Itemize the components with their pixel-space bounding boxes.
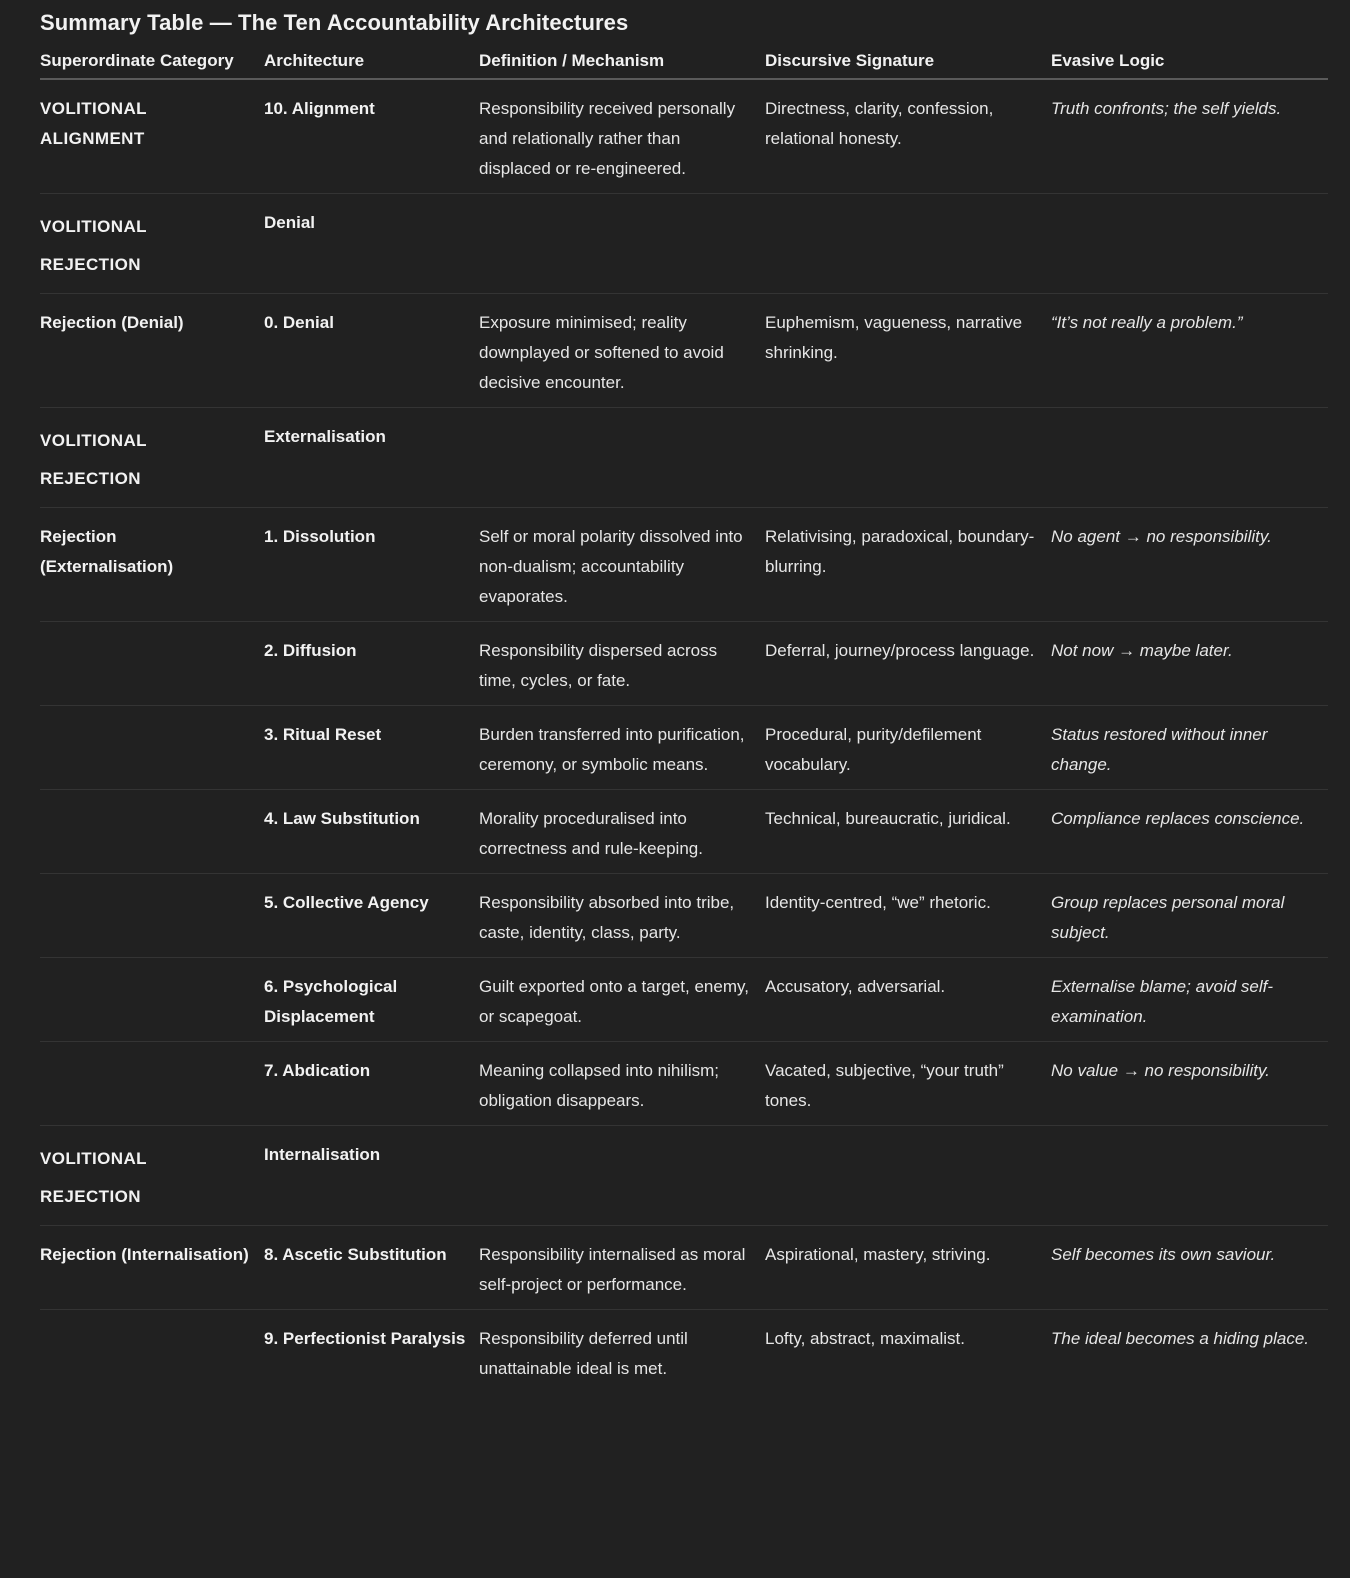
table-row bbox=[40, 1126, 1328, 1226]
table-row bbox=[40, 874, 1328, 958]
header-logic: Evasive Logic bbox=[1051, 52, 1328, 79]
definition-cell: Responsibility absorbed into tribe, caste, identity, class, party. bbox=[479, 874, 765, 958]
table-row bbox=[40, 790, 1328, 874]
table-header bbox=[40, 52, 1328, 79]
category-cell bbox=[40, 790, 264, 874]
table-row bbox=[40, 958, 1328, 1042]
definition-cell bbox=[479, 408, 765, 508]
signature-cell: Lofty, abstract, maximalist. bbox=[765, 1329, 965, 1348]
architecture-cell: 2. Diffusion bbox=[264, 622, 479, 706]
signature-cell: Deferral, journey/process language. bbox=[765, 622, 1051, 706]
architecture-cell: 0. Denial bbox=[264, 294, 479, 408]
definition-cell bbox=[479, 194, 765, 294]
category-cell: VOLITIONAL REJECTION bbox=[40, 1126, 264, 1226]
signature-cell: Accusatory, adversarial. bbox=[765, 958, 1051, 1042]
logic-cell: “It’s not really a problem.” bbox=[1051, 294, 1328, 408]
header-signature: Discursive Signature bbox=[765, 52, 1051, 79]
architecture-cell: Denial bbox=[264, 194, 479, 294]
category-cell bbox=[40, 706, 264, 790]
category-cell bbox=[40, 1310, 264, 1394]
architecture-cell: Internalisation bbox=[264, 1126, 479, 1226]
header-row bbox=[40, 52, 1328, 79]
logic-cell bbox=[1051, 408, 1328, 508]
logic-cell: Truth confronts; the self yields. bbox=[1051, 79, 1328, 194]
table-row bbox=[40, 408, 1328, 508]
signature-cell bbox=[765, 408, 1051, 508]
table-row bbox=[40, 79, 1328, 194]
logic-cell: Not now → maybe later. bbox=[1051, 622, 1328, 706]
architecture-cell: 7. Abdication bbox=[264, 1042, 479, 1126]
definition-cell: Meaning collapsed into nihilism; obligation disappears. bbox=[479, 1042, 765, 1126]
signature-cell: Identity-centred, “we” rhetoric. bbox=[765, 874, 1051, 958]
architecture-cell: 3. Ritual Reset bbox=[264, 706, 479, 790]
architecture-cell: 4. Law Substitution bbox=[264, 790, 479, 874]
category-cell bbox=[40, 874, 264, 958]
architecture-cell: Externalisation bbox=[264, 408, 479, 508]
architecture-cell: 8. Ascetic Substitution bbox=[264, 1226, 479, 1310]
logic-cell: The ideal becomes a hiding place. bbox=[1051, 1329, 1309, 1348]
table-row bbox=[40, 1042, 1328, 1126]
category-cell: Rejection (Internalisation) bbox=[40, 1226, 264, 1310]
category-cell bbox=[40, 1042, 264, 1126]
logic-cell bbox=[1051, 194, 1328, 294]
table-row bbox=[40, 1226, 1328, 1310]
definition-cell: Responsibility dispersed across time, cycles, or fate. bbox=[479, 622, 765, 706]
summary-table bbox=[40, 52, 1328, 1393]
signature-cell: Technical, bureaucratic, juridical. bbox=[765, 790, 1051, 874]
category-cell: VOLITIONAL REJECTION bbox=[40, 194, 264, 294]
signature-cell: Relativising, paradoxical, boundary-blurring. bbox=[765, 508, 1051, 622]
signature-cell: Directness, clarity, confession, relational honesty. bbox=[765, 79, 1051, 194]
logic-cell: No agent → no responsibility. bbox=[1051, 508, 1328, 622]
logic-cell: Externalise blame; avoid self-examination. bbox=[1051, 958, 1328, 1042]
table-row bbox=[40, 1310, 1328, 1394]
header-definition: Definition / Mechanism bbox=[479, 52, 765, 79]
signature-cell: Aspirational, mastery, striving. bbox=[765, 1226, 1051, 1310]
architecture-cell: 1. Dissolution bbox=[264, 508, 479, 622]
definition-cell: Responsibility internalised as moral self-project or performance. bbox=[479, 1226, 765, 1310]
page-title: Summary Table — The Ten Accountability Architectures bbox=[40, 10, 629, 35]
category-cell: VOLITIONAL REJECTION bbox=[40, 408, 264, 508]
definition-cell: Morality proceduralised into correctness and rule-keeping. bbox=[479, 790, 765, 874]
table-row bbox=[40, 194, 1328, 294]
definition-cell: Exposure minimised; reality downplayed or softened to avoid decisive encounter. bbox=[479, 294, 765, 408]
architecture-cell: 9. Perfectionist Paralysis bbox=[264, 1329, 466, 1348]
signature-cell: Procedural, purity/defilement vocabulary. bbox=[765, 706, 1051, 790]
logic-cell bbox=[1051, 1126, 1328, 1226]
category-cell: Rejection (Externalisation) bbox=[40, 508, 264, 622]
logic-cell: Compliance replaces conscience. bbox=[1051, 790, 1328, 874]
header-category: Superordinate Category bbox=[40, 52, 264, 79]
architecture-cell: 5. Collective Agency bbox=[264, 874, 479, 958]
category-cell: VOLITIONAL ALIGNMENT bbox=[40, 79, 264, 194]
logic-cell: Self becomes its own saviour. bbox=[1051, 1226, 1328, 1310]
logic-cell: Status restored without inner change. bbox=[1051, 706, 1328, 790]
definition-cell bbox=[479, 1126, 765, 1226]
category-cell bbox=[40, 958, 264, 1042]
definition-cell: Self or moral polarity dissolved into non-dualism; accountability evaporates. bbox=[479, 508, 765, 622]
definition-cell: Responsibility received personally and relationally rather than displaced or re-engineered. bbox=[479, 79, 765, 194]
category-cell bbox=[40, 622, 264, 706]
header-architecture: Architecture bbox=[264, 52, 479, 79]
signature-cell bbox=[765, 194, 1051, 294]
signature-cell: Euphemism, vagueness, narrative shrinking. bbox=[765, 294, 1051, 408]
signature-cell bbox=[765, 1126, 1051, 1226]
architecture-cell: 10. Alignment bbox=[264, 79, 479, 194]
definition-cell: Burden transferred into purification, ceremony, or symbolic means. bbox=[479, 706, 765, 790]
logic-cell: No value → no responsibility. bbox=[1051, 1042, 1328, 1126]
definition-cell: Responsibility deferred until unattainable ideal is met. bbox=[479, 1329, 688, 1378]
table-body bbox=[40, 79, 1328, 1393]
signature-cell: Vacated, subjective, “your truth” tones. bbox=[765, 1042, 1051, 1126]
logic-cell: Group replaces personal moral subject. bbox=[1051, 874, 1328, 958]
table-row bbox=[40, 294, 1328, 408]
table-row bbox=[40, 508, 1328, 622]
table-row bbox=[40, 622, 1328, 706]
category-cell: Rejection (Denial) bbox=[40, 294, 264, 408]
architecture-cell: 6. Psychological Displacement bbox=[264, 958, 479, 1042]
definition-cell: Guilt exported onto a target, enemy, or scapegoat. bbox=[479, 958, 765, 1042]
table-row bbox=[40, 706, 1328, 790]
